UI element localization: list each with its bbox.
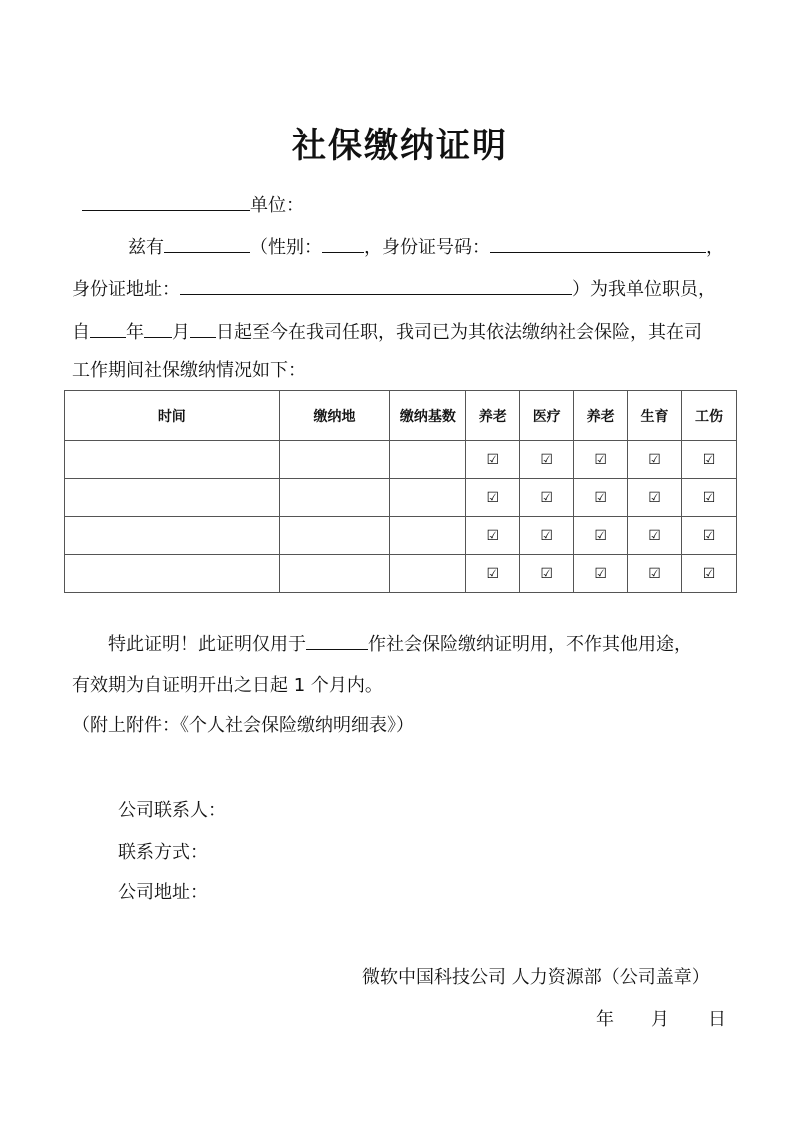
medical-checkbox[interactable]: ☑ — [520, 479, 574, 517]
header-location: 缴纳地 — [279, 391, 390, 441]
base-cell[interactable] — [390, 441, 466, 479]
employment-text: 日起至今在我司任职，我司已为其依法缴纳社会保险，其在司 — [216, 322, 702, 343]
company-signature: 微软中国科技公司 人力资源部（公司盖章） — [362, 967, 710, 988]
id-number-label: ，身份证号码： — [364, 237, 490, 258]
time-cell[interactable] — [65, 555, 280, 593]
location-cell[interactable] — [279, 441, 390, 479]
pension-2-checkbox[interactable]: ☑ — [574, 479, 628, 517]
id-address-label: 身份证地址： — [72, 279, 180, 300]
header-base: 缴纳基数 — [390, 391, 466, 441]
address-line — [72, 275, 732, 303]
pension-2-checkbox[interactable]: ☑ — [574, 441, 628, 479]
table-row — [65, 555, 737, 593]
injury-checkbox[interactable]: ☑ — [682, 555, 737, 593]
id-number-blank[interactable] — [490, 233, 706, 253]
social-insurance-table — [64, 390, 737, 593]
maternity-checkbox[interactable]: ☑ — [628, 555, 682, 593]
employee-line — [128, 233, 788, 261]
validity-line: 有效期为自证明开出之日起 1 个月内。 — [72, 675, 383, 696]
unit-label: 单位： — [250, 195, 304, 216]
employment-date-line — [72, 318, 732, 346]
maternity-checkbox[interactable]: ☑ — [628, 517, 682, 555]
table-row — [65, 517, 737, 555]
employee-prefix: 兹有 — [128, 237, 164, 258]
table-row — [65, 441, 737, 479]
table-intro-line: 工作期间社保缴纳情况如下： — [72, 360, 306, 381]
medical-checkbox[interactable]: ☑ — [520, 517, 574, 555]
location-cell[interactable] — [279, 517, 390, 555]
time-cell[interactable] — [65, 441, 280, 479]
base-cell[interactable] — [390, 517, 466, 555]
statement-part1: 特此证明！此证明仅用于 — [108, 634, 306, 655]
pension-2-checkbox[interactable]: ☑ — [574, 555, 628, 593]
address-suffix: ）为我单位职员， — [572, 279, 716, 300]
start-month-blank[interactable] — [144, 318, 172, 338]
contact-method-label: 联系方式： — [118, 842, 208, 863]
unit-line — [82, 191, 742, 219]
start-day-blank[interactable] — [190, 318, 216, 338]
unit-name-blank[interactable] — [82, 191, 250, 211]
maternity-checkbox[interactable]: ☑ — [628, 441, 682, 479]
header-pension-2: 养老 — [574, 391, 628, 441]
injury-checkbox[interactable]: ☑ — [682, 479, 737, 517]
employee-name-blank[interactable] — [164, 233, 250, 253]
location-cell[interactable] — [279, 479, 390, 517]
header-medical: 医疗 — [520, 391, 574, 441]
base-cell[interactable] — [390, 555, 466, 593]
header-time: 时间 — [65, 391, 280, 441]
purpose-blank[interactable] — [306, 630, 368, 650]
line2-end: ， — [706, 237, 724, 258]
header-pension: 养老 — [466, 391, 520, 441]
pension-checkbox[interactable]: ☑ — [466, 517, 520, 555]
base-cell[interactable] — [390, 479, 466, 517]
year-label: 年 — [126, 322, 144, 343]
statement-line — [108, 630, 738, 658]
header-injury: 工伤 — [682, 391, 737, 441]
sign-day: 日 — [708, 1009, 726, 1030]
time-cell[interactable] — [65, 479, 280, 517]
document-title: 社保缴纳证明 — [292, 126, 508, 166]
contact-person-label: 公司联系人： — [118, 800, 226, 821]
from-label: 自 — [72, 322, 90, 343]
month-label: 月 — [172, 322, 190, 343]
medical-checkbox[interactable]: ☑ — [520, 555, 574, 593]
gender-label: （性别： — [250, 237, 322, 258]
location-cell[interactable] — [279, 555, 390, 593]
header-maternity: 生育 — [628, 391, 682, 441]
sign-month: 月 — [651, 1009, 669, 1030]
start-year-blank[interactable] — [90, 318, 126, 338]
gender-blank[interactable] — [322, 233, 364, 253]
sign-year: 年 — [596, 1009, 614, 1030]
table-header-row — [65, 391, 737, 441]
medical-checkbox[interactable]: ☑ — [520, 441, 574, 479]
company-address-label: 公司地址： — [118, 882, 208, 903]
id-address-blank[interactable] — [180, 275, 572, 295]
injury-checkbox[interactable]: ☑ — [682, 517, 737, 555]
pension-checkbox[interactable]: ☑ — [466, 555, 520, 593]
time-cell[interactable] — [65, 517, 280, 555]
statement-part2: 作社会保险缴纳证明用，不作其他用途， — [368, 634, 692, 655]
attachment-line: （附上附件：《个人社会保险缴纳明细表》） — [72, 715, 414, 736]
pension-2-checkbox[interactable]: ☑ — [574, 517, 628, 555]
maternity-checkbox[interactable]: ☑ — [628, 479, 682, 517]
pension-checkbox[interactable]: ☑ — [466, 479, 520, 517]
table-row — [65, 479, 737, 517]
pension-checkbox[interactable]: ☑ — [466, 441, 520, 479]
injury-checkbox[interactable]: ☑ — [682, 441, 737, 479]
